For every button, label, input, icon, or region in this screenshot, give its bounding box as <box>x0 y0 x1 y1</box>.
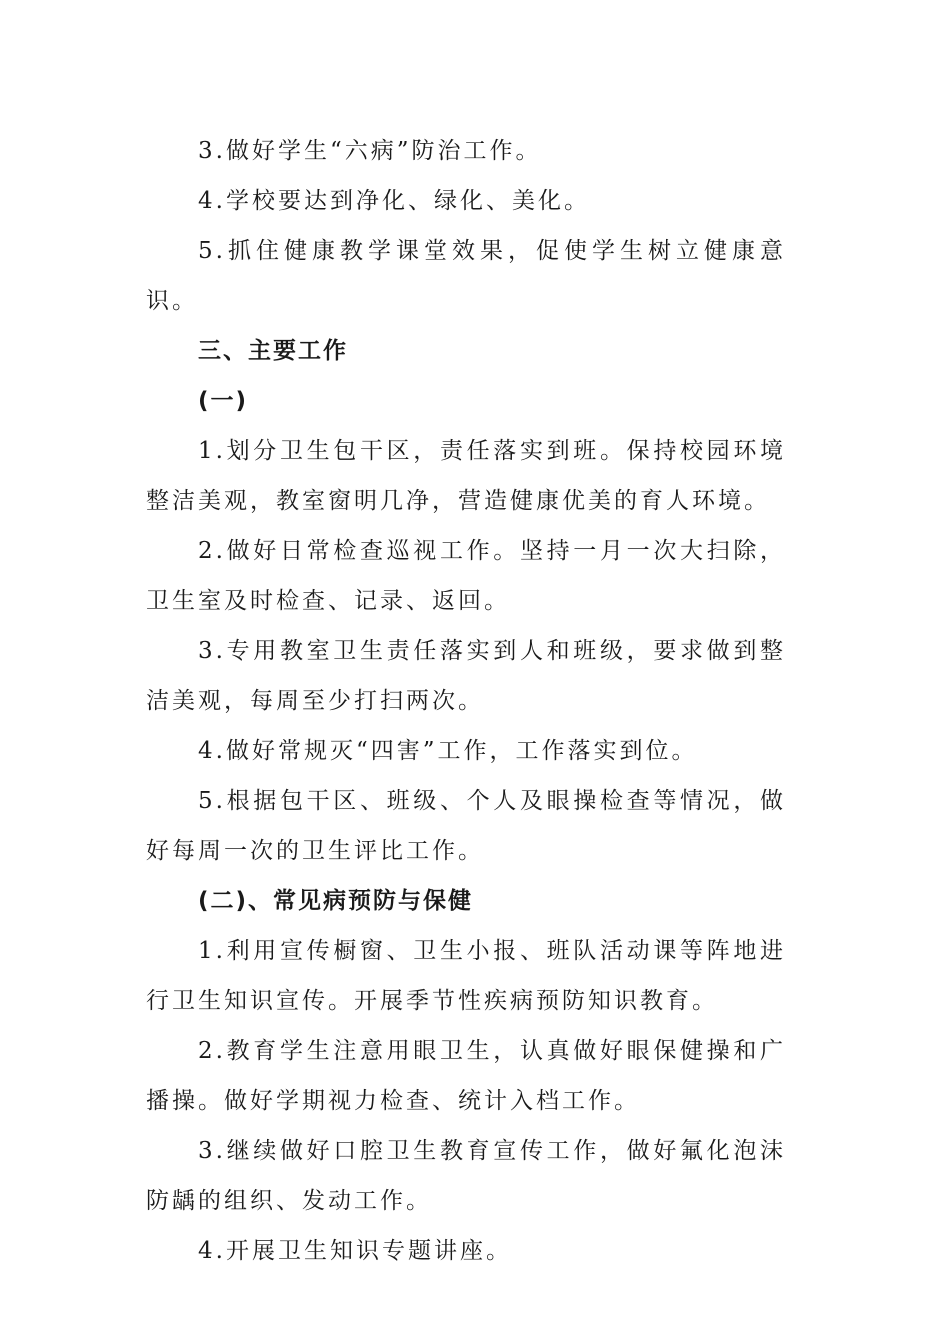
paragraph-oral-hygiene: 3.继续做好口腔卫生教育宣传工作，做好氟化泡沫防龋的组织、发动工作。 <box>146 1138 786 1214</box>
section-heading-main-work: 三、主要工作 <box>198 338 348 364</box>
paragraph-health-teaching: 5.抓住健康教学课堂效果，促使学生树立健康意识。 <box>146 238 786 314</box>
paragraph-school-greening: 4.学校要达到净化、绿化、美化。 <box>198 188 590 214</box>
paragraph-cleaning-zones: 1.划分卫生包干区，责任落实到班。保持校园环境整洁美观，教室窗明几净，营造健康优美的育人环境。 <box>146 438 786 514</box>
paragraph-weekly-evaluation: 5.根据包干区、班级、个人及眼操检查等情况，做好每周一次的卫生评比工作。 <box>146 788 786 864</box>
paragraph-health-lectures: 4.开展卫生知识专题讲座。 <box>198 1238 512 1264</box>
subsection-heading-disease-prevention: (二)、常见病预防与保健 <box>198 888 474 914</box>
paragraph-prevent-six-diseases: 3.做好学生“六病”防治工作。 <box>198 138 542 164</box>
paragraph-health-publicity: 1.利用宣传橱窗、卫生小报、班队活动课等阵地进行卫生知识宣传。开展季节性疾病预防知识教育。 <box>146 938 786 1014</box>
document-body <box>146 126 786 1276</box>
subsection-heading-one: (一) <box>198 388 249 414</box>
paragraph-special-classrooms: 3.专用教室卫生责任落实到人和班级，要求做到整洁美观，每周至少打扫两次。 <box>146 638 786 714</box>
paragraph-four-pests: 4.做好常规灭“四害”工作，工作落实到位。 <box>198 738 698 764</box>
paragraph-daily-inspection: 2.做好日常检查巡视工作。坚持一月一次大扫除，卫生室及时检查、记录、返回。 <box>146 538 786 614</box>
paragraph-eye-care: 2.教育学生注意用眼卫生，认真做好眼保健操和广播操。做好学期视力检查、统计入档工作。 <box>146 1038 786 1114</box>
